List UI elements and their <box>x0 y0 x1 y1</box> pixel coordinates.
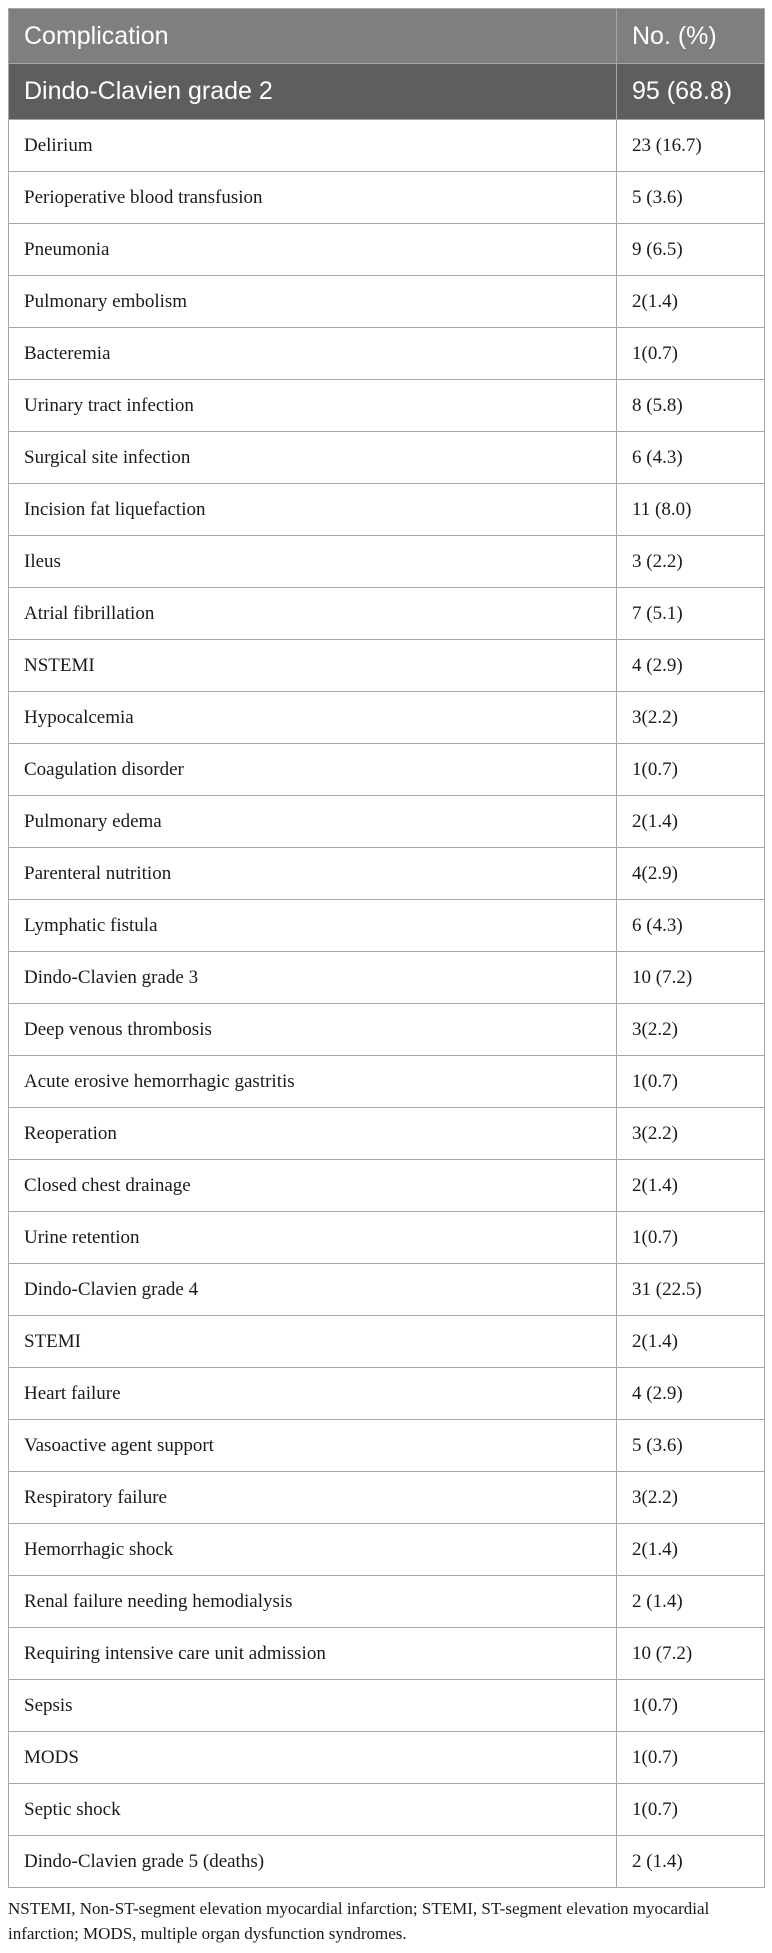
row-complication: Acute erosive hemorrhagic gastritis <box>9 1056 617 1108</box>
table-row <box>9 1784 765 1836</box>
row-complication: NSTEMI <box>9 640 617 692</box>
row-count: 2(1.4) <box>617 1524 765 1576</box>
row-complication: Atrial fibrillation <box>9 588 617 640</box>
row-complication: Perioperative blood transfusion <box>9 172 617 224</box>
row-complication: Ileus <box>9 536 617 588</box>
row-complication: STEMI <box>9 1316 617 1368</box>
row-count: 23 (16.7) <box>617 120 765 172</box>
row-count: 10 (7.2) <box>617 1628 765 1680</box>
table-row <box>9 1472 765 1524</box>
table-row <box>9 588 765 640</box>
row-count: 11 (8.0) <box>617 484 765 536</box>
table-row <box>9 276 765 328</box>
row-count: 3(2.2) <box>617 1472 765 1524</box>
row-complication: Deep venous thrombosis <box>9 1004 617 1056</box>
row-complication: Hypocalcemia <box>9 692 617 744</box>
row-complication: Septic shock <box>9 1784 617 1836</box>
row-count: 1(0.7) <box>617 1212 765 1264</box>
row-count: 2 (1.4) <box>617 1576 765 1628</box>
table-row <box>9 484 765 536</box>
table-body <box>9 120 765 1888</box>
table-row <box>9 900 765 952</box>
row-count: 3 (2.2) <box>617 536 765 588</box>
row-count: 31 (22.5) <box>617 1264 765 1316</box>
table-row <box>9 1732 765 1784</box>
complications-table <box>8 8 765 1888</box>
row-complication: Pneumonia <box>9 224 617 276</box>
row-complication: Urine retention <box>9 1212 617 1264</box>
row-count: 5 (3.6) <box>617 172 765 224</box>
table-row <box>9 1524 765 1576</box>
table-row <box>9 536 765 588</box>
row-complication: Pulmonary embolism <box>9 276 617 328</box>
table-footnote: NSTEMI, Non-ST-segment elevation myocardial infarction; STEMI, ST-segment elevation myocardial infarction; MODS, multiple organ dysfunction syndromes. <box>8 1899 710 1943</box>
row-count: 10 (7.2) <box>617 952 765 1004</box>
row-complication: Renal failure needing hemodialysis <box>9 1576 617 1628</box>
subheader-label: Dindo-Clavien grade 2 <box>9 64 617 120</box>
table-header <box>9 9 765 120</box>
subheader-value: 95 (68.8) <box>617 64 765 120</box>
row-count: 6 (4.3) <box>617 900 765 952</box>
table-row <box>9 1420 765 1472</box>
table-row <box>9 1628 765 1680</box>
row-complication: Dindo-Clavien grade 4 <box>9 1264 617 1316</box>
row-complication: Hemorrhagic shock <box>9 1524 617 1576</box>
table-row <box>9 1004 765 1056</box>
row-complication: Parenteral nutrition <box>9 848 617 900</box>
table-row <box>9 432 765 484</box>
row-count: 2(1.4) <box>617 796 765 848</box>
row-count: 2(1.4) <box>617 1316 765 1368</box>
row-count: 1(0.7) <box>617 1680 765 1732</box>
row-count: 2(1.4) <box>617 1160 765 1212</box>
row-complication: Delirium <box>9 120 617 172</box>
table-row <box>9 796 765 848</box>
table-row <box>9 1108 765 1160</box>
row-count: 4 (2.9) <box>617 640 765 692</box>
row-count: 1(0.7) <box>617 1784 765 1836</box>
row-count: 9 (6.5) <box>617 224 765 276</box>
header-count: No. (%) <box>617 9 765 64</box>
row-count: 3(2.2) <box>617 1108 765 1160</box>
row-complication: Lymphatic fistula <box>9 900 617 952</box>
row-complication: Dindo-Clavien grade 3 <box>9 952 617 1004</box>
row-complication: MODS <box>9 1732 617 1784</box>
table-row <box>9 1316 765 1368</box>
table-row <box>9 1836 765 1888</box>
table-row <box>9 848 765 900</box>
table-row <box>9 380 765 432</box>
table-row <box>9 1056 765 1108</box>
row-count: 1(0.7) <box>617 328 765 380</box>
row-complication: Respiratory failure <box>9 1472 617 1524</box>
row-complication: Surgical site infection <box>9 432 617 484</box>
row-complication: Urinary tract infection <box>9 380 617 432</box>
table-row <box>9 1680 765 1732</box>
row-complication: Pulmonary edema <box>9 796 617 848</box>
row-count: 7 (5.1) <box>617 588 765 640</box>
row-count: 1(0.7) <box>617 1732 765 1784</box>
row-count: 3(2.2) <box>617 1004 765 1056</box>
header-row <box>9 9 765 64</box>
row-count: 8 (5.8) <box>617 380 765 432</box>
table-row <box>9 172 765 224</box>
complications-table-container <box>8 8 764 1888</box>
subheader-row <box>9 64 765 120</box>
row-complication: Vasoactive agent support <box>9 1420 617 1472</box>
table-row <box>9 640 765 692</box>
row-count: 1(0.7) <box>617 1056 765 1108</box>
row-count: 1(0.7) <box>617 744 765 796</box>
table-row <box>9 1576 765 1628</box>
row-count: 2(1.4) <box>617 276 765 328</box>
row-complication: Reoperation <box>9 1108 617 1160</box>
row-complication: Requiring intensive care unit admission <box>9 1628 617 1680</box>
row-count: 3(2.2) <box>617 692 765 744</box>
row-complication: Sepsis <box>9 1680 617 1732</box>
table-row <box>9 1368 765 1420</box>
table-row <box>9 1212 765 1264</box>
row-count: 4 (2.9) <box>617 1368 765 1420</box>
row-count: 5 (3.6) <box>617 1420 765 1472</box>
table-row <box>9 692 765 744</box>
row-complication: Heart failure <box>9 1368 617 1420</box>
row-count: 2 (1.4) <box>617 1836 765 1888</box>
table-row <box>9 120 765 172</box>
table-row <box>9 744 765 796</box>
row-count: 6 (4.3) <box>617 432 765 484</box>
table-row <box>9 1264 765 1316</box>
table-row <box>9 224 765 276</box>
row-count: 4(2.9) <box>617 848 765 900</box>
header-complication: Complication <box>9 9 617 64</box>
row-complication: Dindo-Clavien grade 5 (deaths) <box>9 1836 617 1888</box>
row-complication: Coagulation disorder <box>9 744 617 796</box>
table-row <box>9 952 765 1004</box>
row-complication: Bacteremia <box>9 328 617 380</box>
row-complication: Incision fat liquefaction <box>9 484 617 536</box>
table-row <box>9 1160 765 1212</box>
row-complication: Closed chest drainage <box>9 1160 617 1212</box>
table-row <box>9 328 765 380</box>
